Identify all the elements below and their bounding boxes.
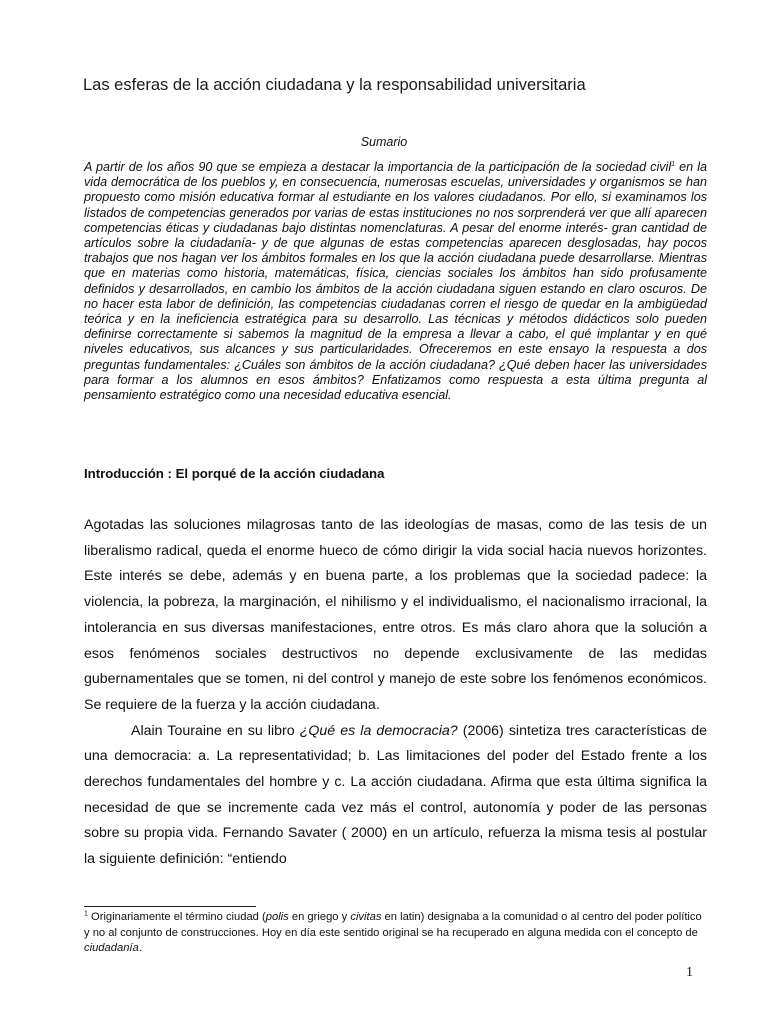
footnote-term-civitas: civitas	[350, 911, 382, 923]
paragraph-2-start: Alain Touraine en su libro	[131, 722, 300, 739]
footnote-number: 1	[84, 910, 88, 918]
abstract-text-start: A partir de los años 90 que se empieza a destacar la importancia de la participación de la sociedad civil	[84, 160, 672, 174]
footnote-term-ciudadania: ciudadanía	[84, 942, 139, 954]
document-title: Las esferas de la acción ciudadana y la responsabilidad universitaria	[83, 76, 586, 94]
abstract-text-end: en la vida democrática de los pueblos y, en consecuencia, numerosas escuelas, universidades y organismos se han propuesto como misión educativa formar al estudiante en los valores ciudadanos. Por ello, si examinamos los listados de competencias generados por varias de estas instituciones no nos sorprenderá ver que allí aparecen competencias éticas y ciudadanas bajo distintas nomenclaturas. A pesar del enorme interés- gran cantidad de artículos sobre la ciudadanía- y de que algunas de estas competencias aparecen desglosadas, hay pocos trabajos que nos hagan ver los ámbitos formales en los que la acción ciudadana puede desarrollarse. Mientras que en materias como historia, matemáticas, física, ciencias sociales los ámbitos han sido profusamente definidos y desarrollados, en cambio los ámbitos de la acción ciudadana siguen estando en claro oscuros. De no hacer esta labor de definición, las competencias ciudadanas corren el riesgo de quedar en la ambigüedad teórica y en la ineficiencia estratégica para su desarrollo. Las técnicas y métodos didácticos solo pueden definirse correctamente si sabemos la magnitud de la empresa a llevar a cabo, el qué implantar y en qué niveles educativos, sus alcances y sus particularidades. Ofreceremos en este ensayo la respuesta a dos preguntas fundamentales: ¿Cuáles son ámbitos de la acción ciudadana? ¿Qué deben hacer las universidades para formar a los alumnos en esos ámbitos? Enfatizamos como respuesta a esta última pregunta al pensamiento estratégico como una necesidad educativa esencial.	[84, 160, 708, 403]
section-heading: Introducción : El porqué de la acción ciudadana	[84, 466, 385, 481]
footnote-text-4: .	[138, 942, 142, 954]
footnote-text-1: Originariamente el término ciudad (	[87, 911, 266, 923]
sumario-heading: Sumario	[360, 135, 408, 149]
footnote	[84, 910, 707, 957]
book-title: ¿Qué es la democracia?	[299, 722, 458, 739]
footnote-divider	[84, 906, 256, 907]
body-paragraph-2	[84, 719, 707, 873]
paragraph-2-end: (2006) sintetiza tres características de una democracia: a. La representatividad; b. Las limitaciones del poder del Estado frente a los derechos fundamentales del hombre y c. La acción ciudadana. Afirma que esta última significa la necesidad de que se incremente cada vez más el control, autonomía y poder de las personas sobre su propia vida. Fernando Savater ( 2000) en un artículo, refuerza la misma tesis al postular la siguiente definición: “entiendo	[84, 722, 708, 868]
body-text	[84, 513, 707, 873]
page-number: 1	[686, 965, 693, 980]
footnote-term-polis: polis	[265, 911, 289, 923]
footnote-text-2: en griego y	[288, 911, 351, 923]
abstract-paragraph	[84, 160, 707, 403]
footnote-text-3: en latin) designaba a la comunidad o al centro del poder político y no al conjunto de construcciones. Hoy en día este sentido original se ha recuperado en alguna medida con el concepto de	[84, 911, 702, 939]
body-paragraph-1: Agotadas las soluciones milagrosas tanto de las ideologías de masas, como de las tesis de un liberalismo radical, queda el enorme hueco de cómo dirigir la vida social hacia nuevos horizontes. Este interés se debe, además y en buena parte, a los problemas que la sociedad padece: la violencia, la pobreza, la marginación, el nihilismo y el individualismo, el nacionalismo irracional, la intolerancia en sus diversas manifestaciones, entre otros. Es más claro ahora que la solución a esos fenómenos sociales destructivos no depende exclusivamente de las medidas gubernamentales que se tomen, ni del control y manejo de este sobre los fenómenos económicos. Se requiere de la fuerza y la acción ciudadana.	[84, 517, 707, 713]
footnote-reference[interactable]: 1	[671, 160, 676, 168]
